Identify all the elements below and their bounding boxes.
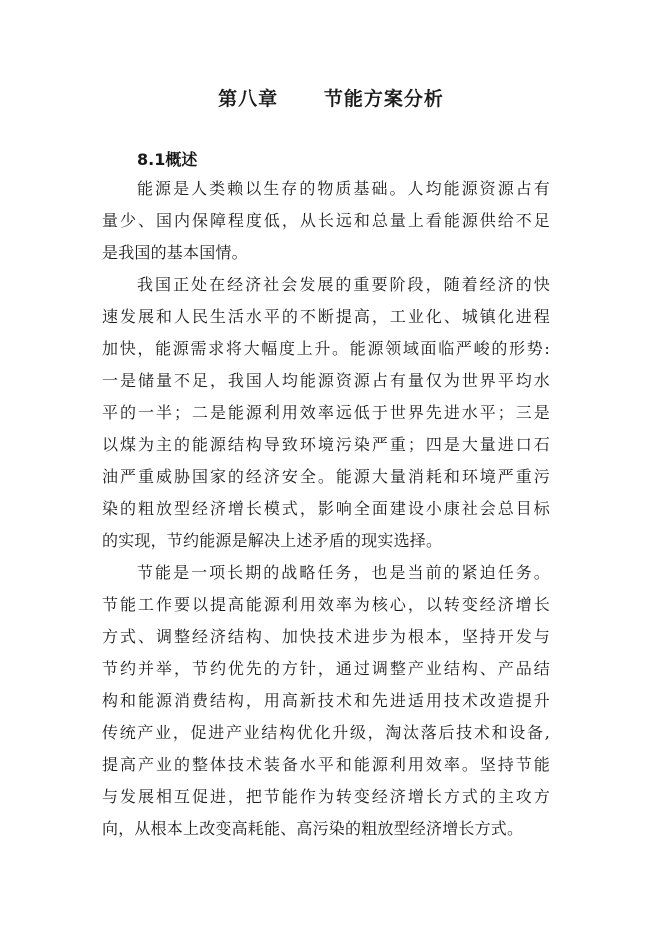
section-heading: 8.1概述 (137, 150, 198, 169)
paragraph-line: 提高产业的整体技术装备水平和能源利用效率。坚持节能 (102, 755, 550, 774)
paragraph-line: 加快，能源需求将大幅度上升。能源领域面临严峻的形势: (102, 339, 550, 358)
paragraph-line: 染的粗放型经济增长模式，影响全面建设小康社会总目标 (102, 499, 550, 518)
paragraph-line: 以煤为主的能源结构导致环境污染严重；四是大量进口石 (102, 435, 550, 454)
paragraph-line: 节能是一项长期的战略任务，也是当前的紧迫任务。 (137, 563, 550, 582)
paragraph-line: 是我国的基本国情。 (102, 243, 248, 262)
chapter-title: 第八章 节能方案分析 (218, 88, 444, 110)
paragraph-line: 平的一半；二是能源利用效率远低于世界先进水平；三是 (102, 403, 550, 422)
paragraph-line: 节能工作要以提高能源利用效率为核心，以转变经济增长 (102, 595, 550, 614)
paragraph-line: 与发展相互促进，把节能作为转变经济增长方式的主攻方 (102, 787, 550, 806)
paragraph-line: 构和能源消费结构，用高新技术和先进适用技术改造提升 (102, 691, 550, 710)
paragraph-line: 传统产业，促进产业结构优化升级，淘汰落后技术和设备, (102, 723, 550, 742)
paragraph-line: 速发展和人民生活水平的不断提高，工业化、城镇化进程 (102, 307, 550, 326)
paragraph-line: 向，从根本上改变高耗能、高污染的粗放型经济增长方式。 (102, 819, 524, 838)
paragraph-line: 方式、调整经济结构、加快技术进步为根本，坚持开发与 (102, 627, 550, 646)
paragraph-line: 量少、国内保障程度低，从长远和总量上看能源供给不足 (102, 211, 550, 230)
paragraph-line: 的实现，节约能源是解决上述矛盾的现实选择。 (102, 531, 443, 550)
paragraph-line: 一是储量不足，我国人均能源资源占有量仅为世界平均水 (102, 371, 550, 390)
paragraph-line: 能源是人类赖以生存的物质基础。人均能源资源占有 (137, 179, 550, 198)
paragraph-line: 我国正处在经济社会发展的重要阶段，随着经济的快 (137, 275, 550, 294)
paragraph-line: 油严重威胁国家的经济安全。能源大量消耗和环境严重污 (102, 467, 550, 486)
paragraph-line: 节约并举，节约优先的方针，通过调整产业结构、产品结 (102, 659, 550, 678)
